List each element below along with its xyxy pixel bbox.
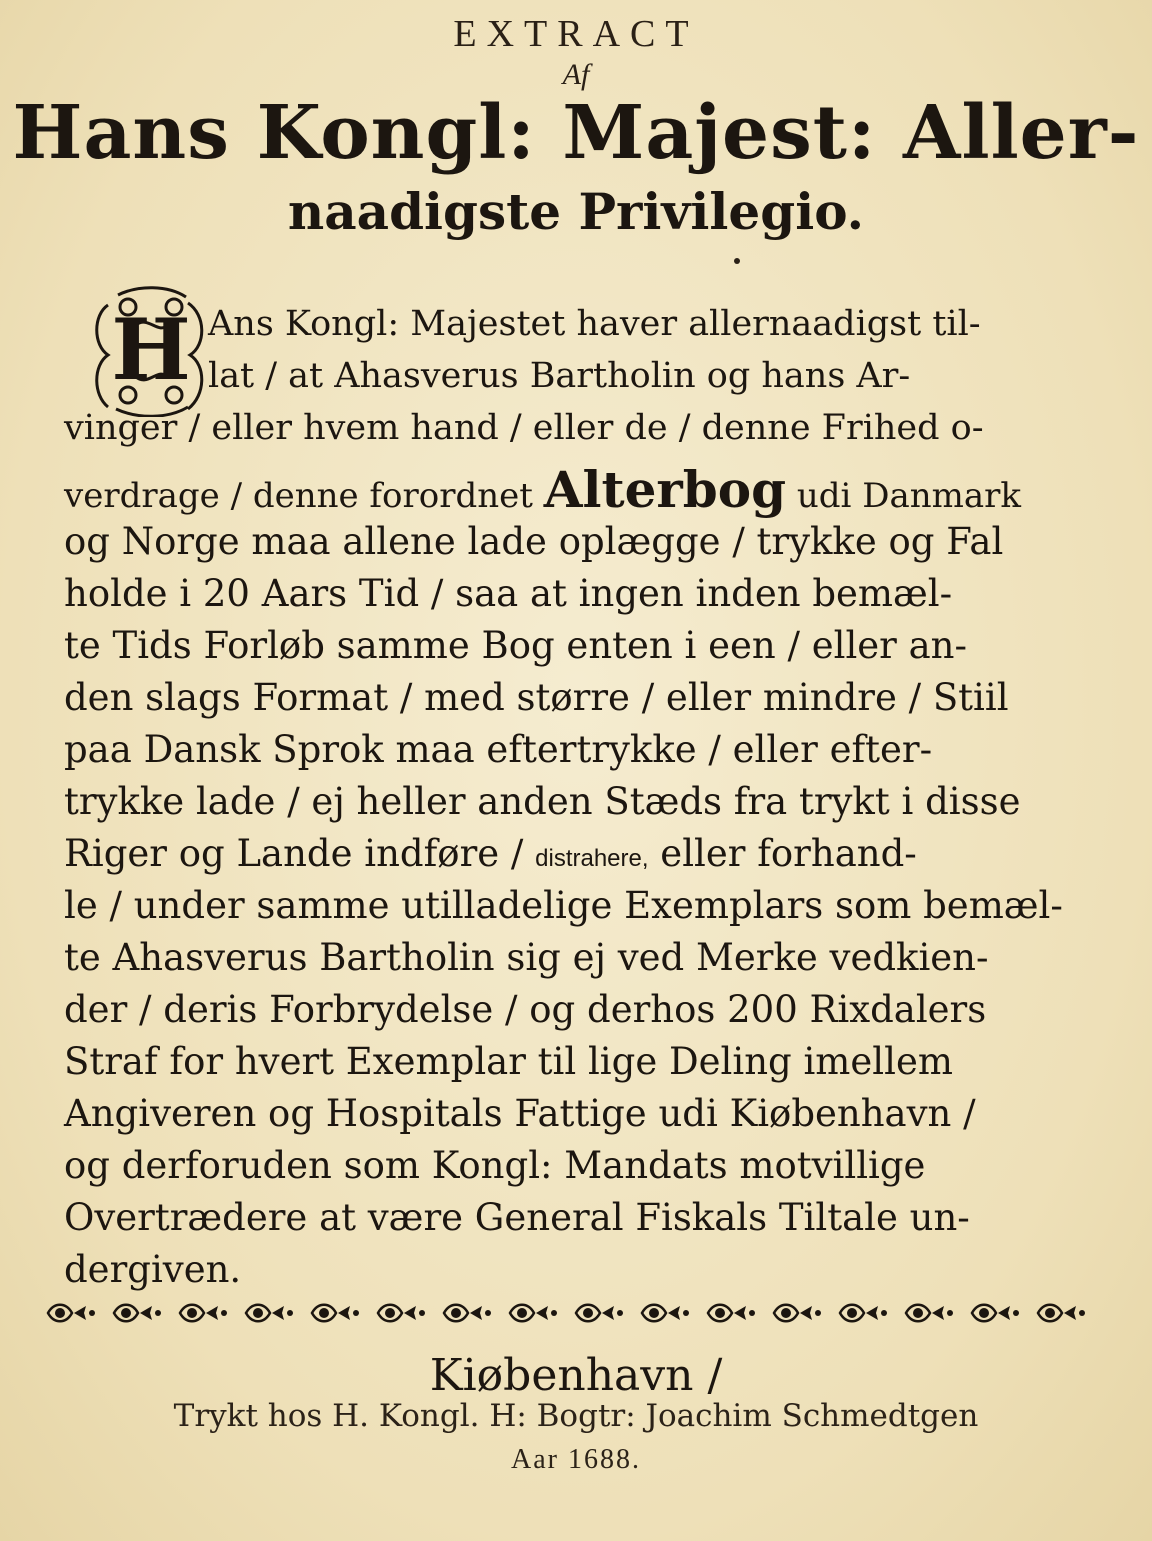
- body-line-3: vinger / eller hvem hand / eller de / denne Frihed o-: [64, 408, 984, 448]
- body-line-18: Overtrædere at være General Fiskals Tiltale un-: [64, 1196, 970, 1239]
- heading-extract: EXTRACT: [453, 13, 699, 55]
- imprint-printer: Trykt hos H. Kongl. H: Bogtr: Joachim Schmedtgen: [173, 1398, 979, 1434]
- decorated-initial: [88, 285, 214, 417]
- body-line-4-end: udi Danmark: [796, 476, 1021, 516]
- body-line-12: le / under samme utilladelige Exemplars som bemæl-: [64, 884, 1063, 927]
- body-line-4-start: verdrage / denne forordnet: [64, 476, 533, 516]
- title-line-2: naadigste Privilegio.: [287, 182, 865, 241]
- distrahere-word: distrahere,: [535, 845, 649, 872]
- body-line-11: [64, 832, 917, 875]
- body-line-16: Angiveren og Hospitals Fattige udi Kiøbenhavn /: [64, 1092, 976, 1135]
- body-line-17: og derforuden som Kongl: Mandats motvillige: [64, 1144, 926, 1187]
- body-line-5: og Norge maa allene lade oplægge / trykke og Fal: [64, 520, 1004, 563]
- body-line-14: der / deris Forbrydelse / og derhos 200 Rixdalers: [64, 988, 987, 1031]
- imprint-place: Kiøbenhavn /: [429, 1350, 723, 1401]
- body-line-15: Straf for hvert Exemplar til lige Deling imellem: [64, 1040, 953, 1083]
- body-line-11-end: eller forhand-: [660, 832, 917, 875]
- imprint-year: Aar 1688.: [511, 1444, 641, 1475]
- ornament-divider: [40, 1290, 1100, 1336]
- body-line-8: den slags Format / med større / eller mindre / Stiil: [64, 676, 1009, 719]
- body-line-11-start: Riger og Lande indføre /: [64, 832, 524, 875]
- body-line-7: te Tids Forløb samme Bog enten i een / eller an-: [64, 624, 968, 667]
- initial-letter: H: [111, 300, 191, 399]
- body-line-2: lat / at Ahasverus Bartholin og hans Ar-: [208, 356, 911, 396]
- title-line-1: Hans Kongl: Majest: Aller-: [12, 90, 1140, 176]
- body-line-9: paa Dansk Sprok maa eftertrykke / eller efter-: [64, 728, 933, 771]
- body-line-4: [64, 460, 1021, 519]
- body-line-6: holde i 20 Aars Tid / saa at ingen inden bemæl-: [64, 572, 953, 615]
- body-line-1: Ans Kongl: Majestet haver allernaadigst til-: [208, 304, 981, 344]
- body-line-10: trykke lade / ej heller anden Stæds fra trykt i disse: [64, 780, 1021, 823]
- alterbog-word: Alterbog: [543, 460, 787, 519]
- ornament-dot: [734, 258, 740, 264]
- heading-af: Af: [562, 58, 590, 91]
- body-line-13: te Ahasverus Bartholin sig ej ved Merke vedkien-: [64, 936, 989, 979]
- body-line-19: dergiven.: [64, 1248, 242, 1291]
